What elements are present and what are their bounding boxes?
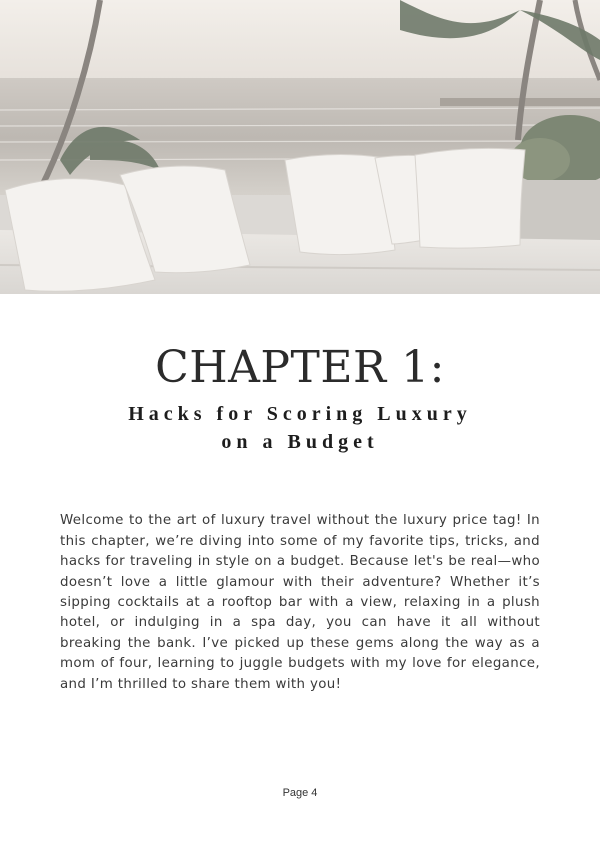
intro-paragraph: Welcome to the art of luxury travel without the luxury price tag! In this chapter, we’re diving into some of my favorite tips, tricks, and hacks for traveling in style on a budget. Because let's be real—who doesn’t love a little glamour with their adventure? Whether it’s sipping cocktails at a rooftop bar with a view, relaxing in a plush hotel, or indulging in a spa day, you can have it all without breaking the bank. I’ve picked up these gems along the way as a mom of four, learning to juggle budgets with my love for elegance, and I’m thrilled to share them with you! [60,513,540,692]
hero-photo [0,0,600,294]
chapter-title: CHAPTER 1: [155,342,445,393]
hero-image [0,0,600,294]
subtitle-line-1: Hacks for Scoring Luxury [128,403,472,425]
subtitle-line-2: on a Budget [221,431,379,453]
page-number: Page 4 [282,787,318,799]
chapter-subtitle [0,400,600,456]
